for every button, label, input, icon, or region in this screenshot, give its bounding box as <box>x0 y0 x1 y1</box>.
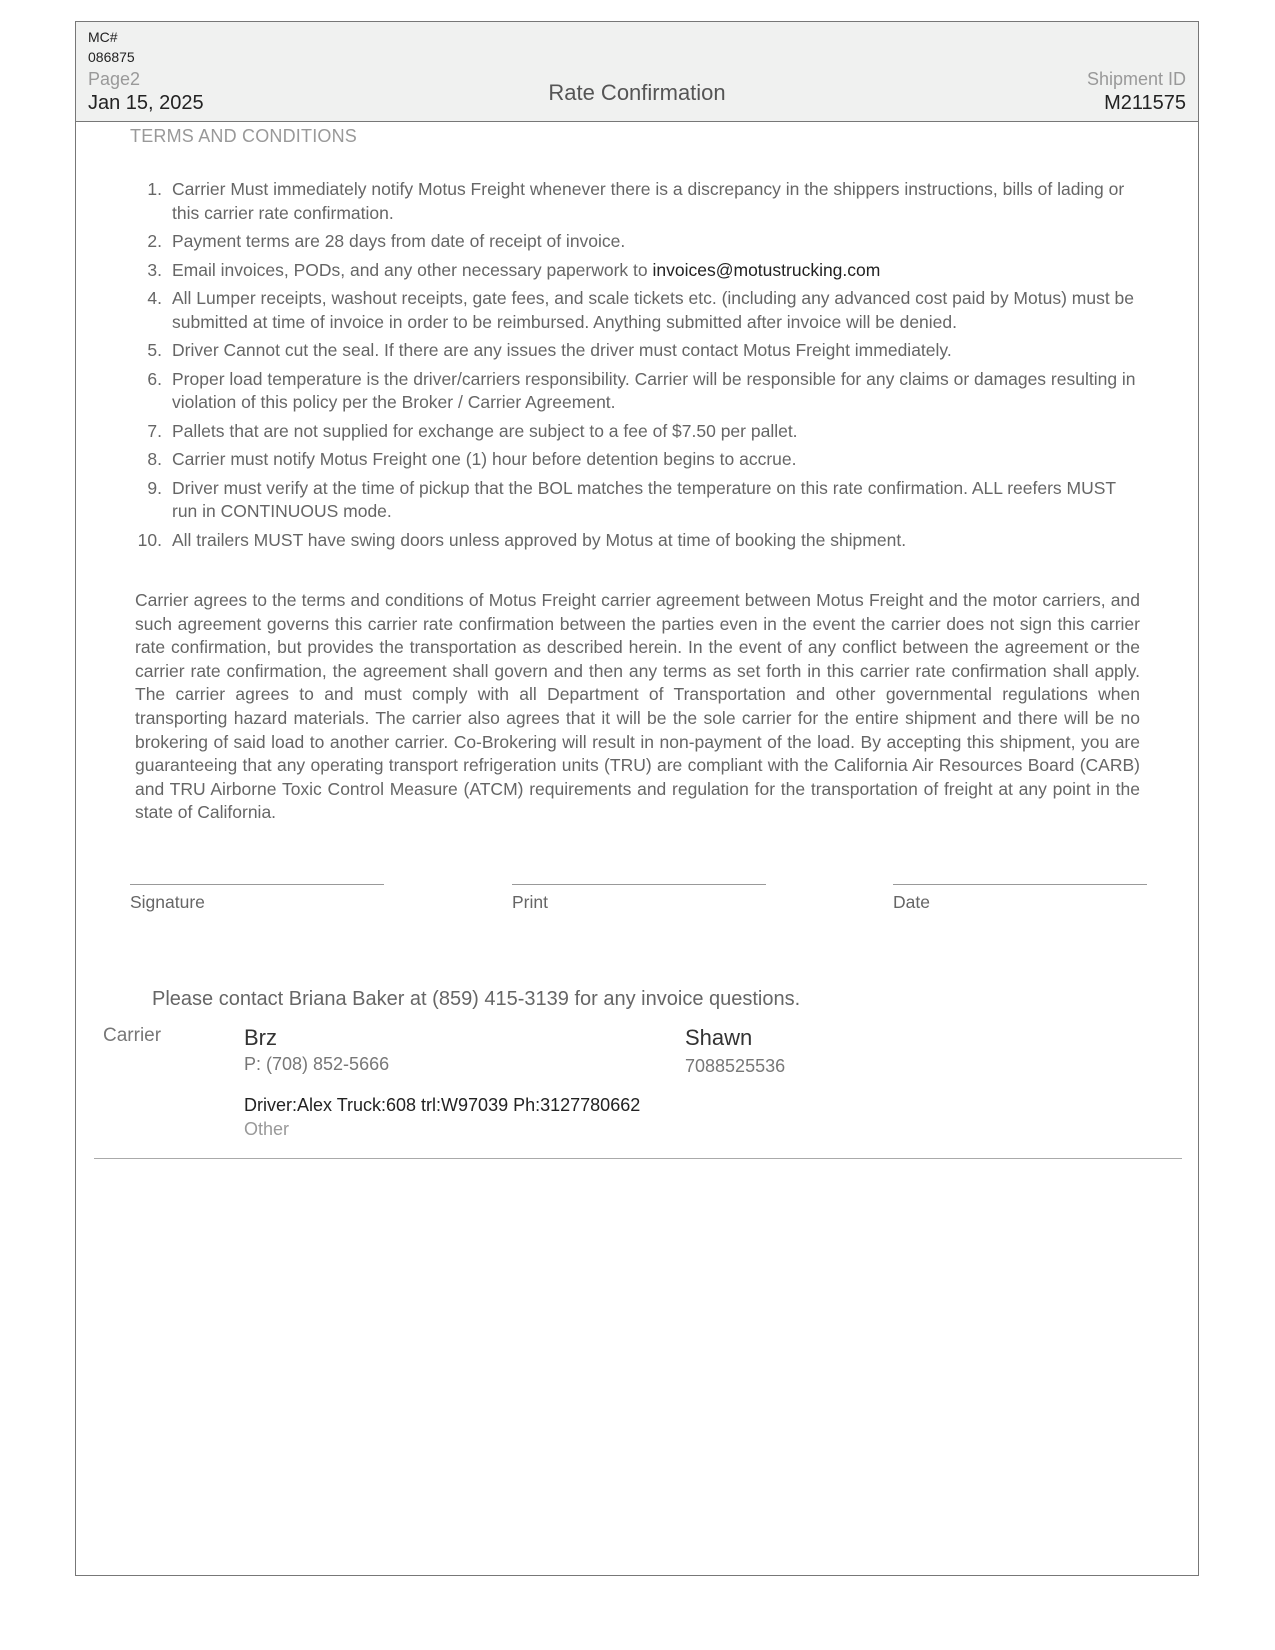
carrier-name: Brz <box>244 1025 277 1050</box>
terms-item <box>132 339 1137 363</box>
document-date: Jan 15, 2025 <box>88 92 204 114</box>
print-line[interactable] <box>512 884 766 885</box>
mc-label: MC# <box>88 29 118 45</box>
page-frame <box>75 21 1199 1576</box>
terms-item-number: 3. <box>147 259 162 280</box>
print-label: Print <box>512 892 548 912</box>
invoice-email-link[interactable]: invoices@motustrucking.com <box>652 259 881 280</box>
document-title: Rate Confirmation <box>548 80 726 105</box>
terms-item-text: Pallets that are not supplied for exchange are subject to a fee of $7.50 per pallet. <box>172 420 798 441</box>
terms-item-text: All trailers MUST have swing doors unless approved by Motus at time of booking the shipment. <box>172 529 907 550</box>
terms-item <box>132 477 1137 524</box>
terms-item <box>132 287 1137 334</box>
terms-item <box>132 529 1137 553</box>
terms-item <box>132 368 1137 415</box>
signature-line[interactable] <box>130 884 384 885</box>
carrier-contact-phone: 7088525536 <box>685 1056 786 1076</box>
terms-item-text: Driver must verify at the time of pickup that the BOL matches the temperature on this rate confirmation. ALL reefers MUST run in CONTINUOUS mode. <box>172 477 1116 521</box>
terms-item <box>132 230 1137 254</box>
terms-list <box>132 178 1137 557</box>
carrier-phone: P: (708) 852-5666 <box>244 1054 390 1074</box>
terms-heading: TERMS AND CONDITIONS <box>130 126 358 146</box>
terms-item <box>132 178 1137 225</box>
terms-item-text: Payment terms are 28 days from date of receipt of invoice. <box>172 231 626 251</box>
terms-item-text: Carrier Must immediately notify Motus Freight whenever there is a discrepancy in the shippers instructions, bills of lading or this carrier rate confirmation. <box>172 179 1125 223</box>
terms-item-text: Carrier must notify Motus Freight one (1) hour before detention begins to accrue. <box>172 449 797 469</box>
other-label: Other <box>244 1119 290 1139</box>
terms-item-number: 10. <box>137 529 162 550</box>
terms-item <box>132 259 1137 283</box>
terms-item-number: 7. <box>147 420 162 441</box>
invoice-contact-note: Please contact Briana Baker at (859) 415-3139 for any invoice questions. <box>152 988 801 1010</box>
mc-number: 086875 <box>88 49 135 65</box>
shipment-id-label: Shipment ID <box>1086 69 1186 89</box>
terms-item-text: Email invoices, PODs, and any other necessary paperwork to <box>172 259 653 280</box>
terms-item <box>132 420 1137 444</box>
terms-item-number: 1. <box>147 179 162 199</box>
terms-item-number: 5. <box>147 340 162 360</box>
driver-info: Driver:Alex Truck:608 trl:W97039 Ph:3127780662 <box>244 1095 641 1115</box>
date-label: Date <box>893 892 930 912</box>
terms-item <box>132 448 1137 472</box>
shipment-id-value: M211575 <box>1104 92 1186 114</box>
terms-item-text: Driver Cannot cut the seal. If there are any issues the driver must contact Motus Freight immediately. <box>172 340 952 360</box>
terms-item-number: 4. <box>147 288 162 308</box>
terms-item-number: 2. <box>147 231 162 251</box>
terms-item-text: All Lumper receipts, washout receipts, gate fees, and scale tickets etc. (including any advanced cost paid by Motus) must be submitted at time of invoice in order to be reimbursed. Anything submitted after invoice will be denied. <box>172 288 1135 332</box>
terms-item-number: 8. <box>147 449 162 469</box>
page-number: Page2 <box>88 69 141 89</box>
terms-item-number: 9. <box>147 477 162 498</box>
signature-label: Signature <box>130 892 205 912</box>
document-header <box>76 22 1198 122</box>
carrier-divider <box>94 1158 1182 1159</box>
date-line[interactable] <box>893 884 1147 885</box>
terms-item-text: Proper load temperature is the driver/carriers responsibility. Carrier will be responsible for any claims or damages resulting in violation of this policy per the Broker / Carrier Agreement. <box>172 368 1136 412</box>
carrier-label: Carrier <box>103 1025 162 1046</box>
terms-item-number: 6. <box>147 368 162 389</box>
carrier-contact-name: Shawn <box>685 1025 753 1050</box>
agreement-paragraph: Carrier agrees to the terms and conditions of Motus Freight carrier agreement between Motus Freight and the motor carriers, and such agreement governs this carrier rate confirmation between the parties even in the event the carrier does not sign this carrier rate confirmation, but provides the transportation as described herein. In the event of any conflict between the agreement or the carrier rate confirmation, the agreement shall govern and then any terms as set forth in this carrier rate confirmation shall apply. The carrier agrees to and must comply with all Department of Transportation and other governmental regulations when transporting hazard materials. The carrier also agrees that it will be the sole carrier for the entire shipment and there will be no brokering of said load to another carrier. Co-Brokering will result in non-payment of the load. By accepting this shipment, you are guaranteeing that any operating transport refrigeration units (TRU) are compliant with the California Air Resources Board (CARB) and TRU Airborne Toxic Control Measure (ATCM) requirements and regulation for the transportation of freight at any point in the state of California. <box>135 590 1140 823</box>
